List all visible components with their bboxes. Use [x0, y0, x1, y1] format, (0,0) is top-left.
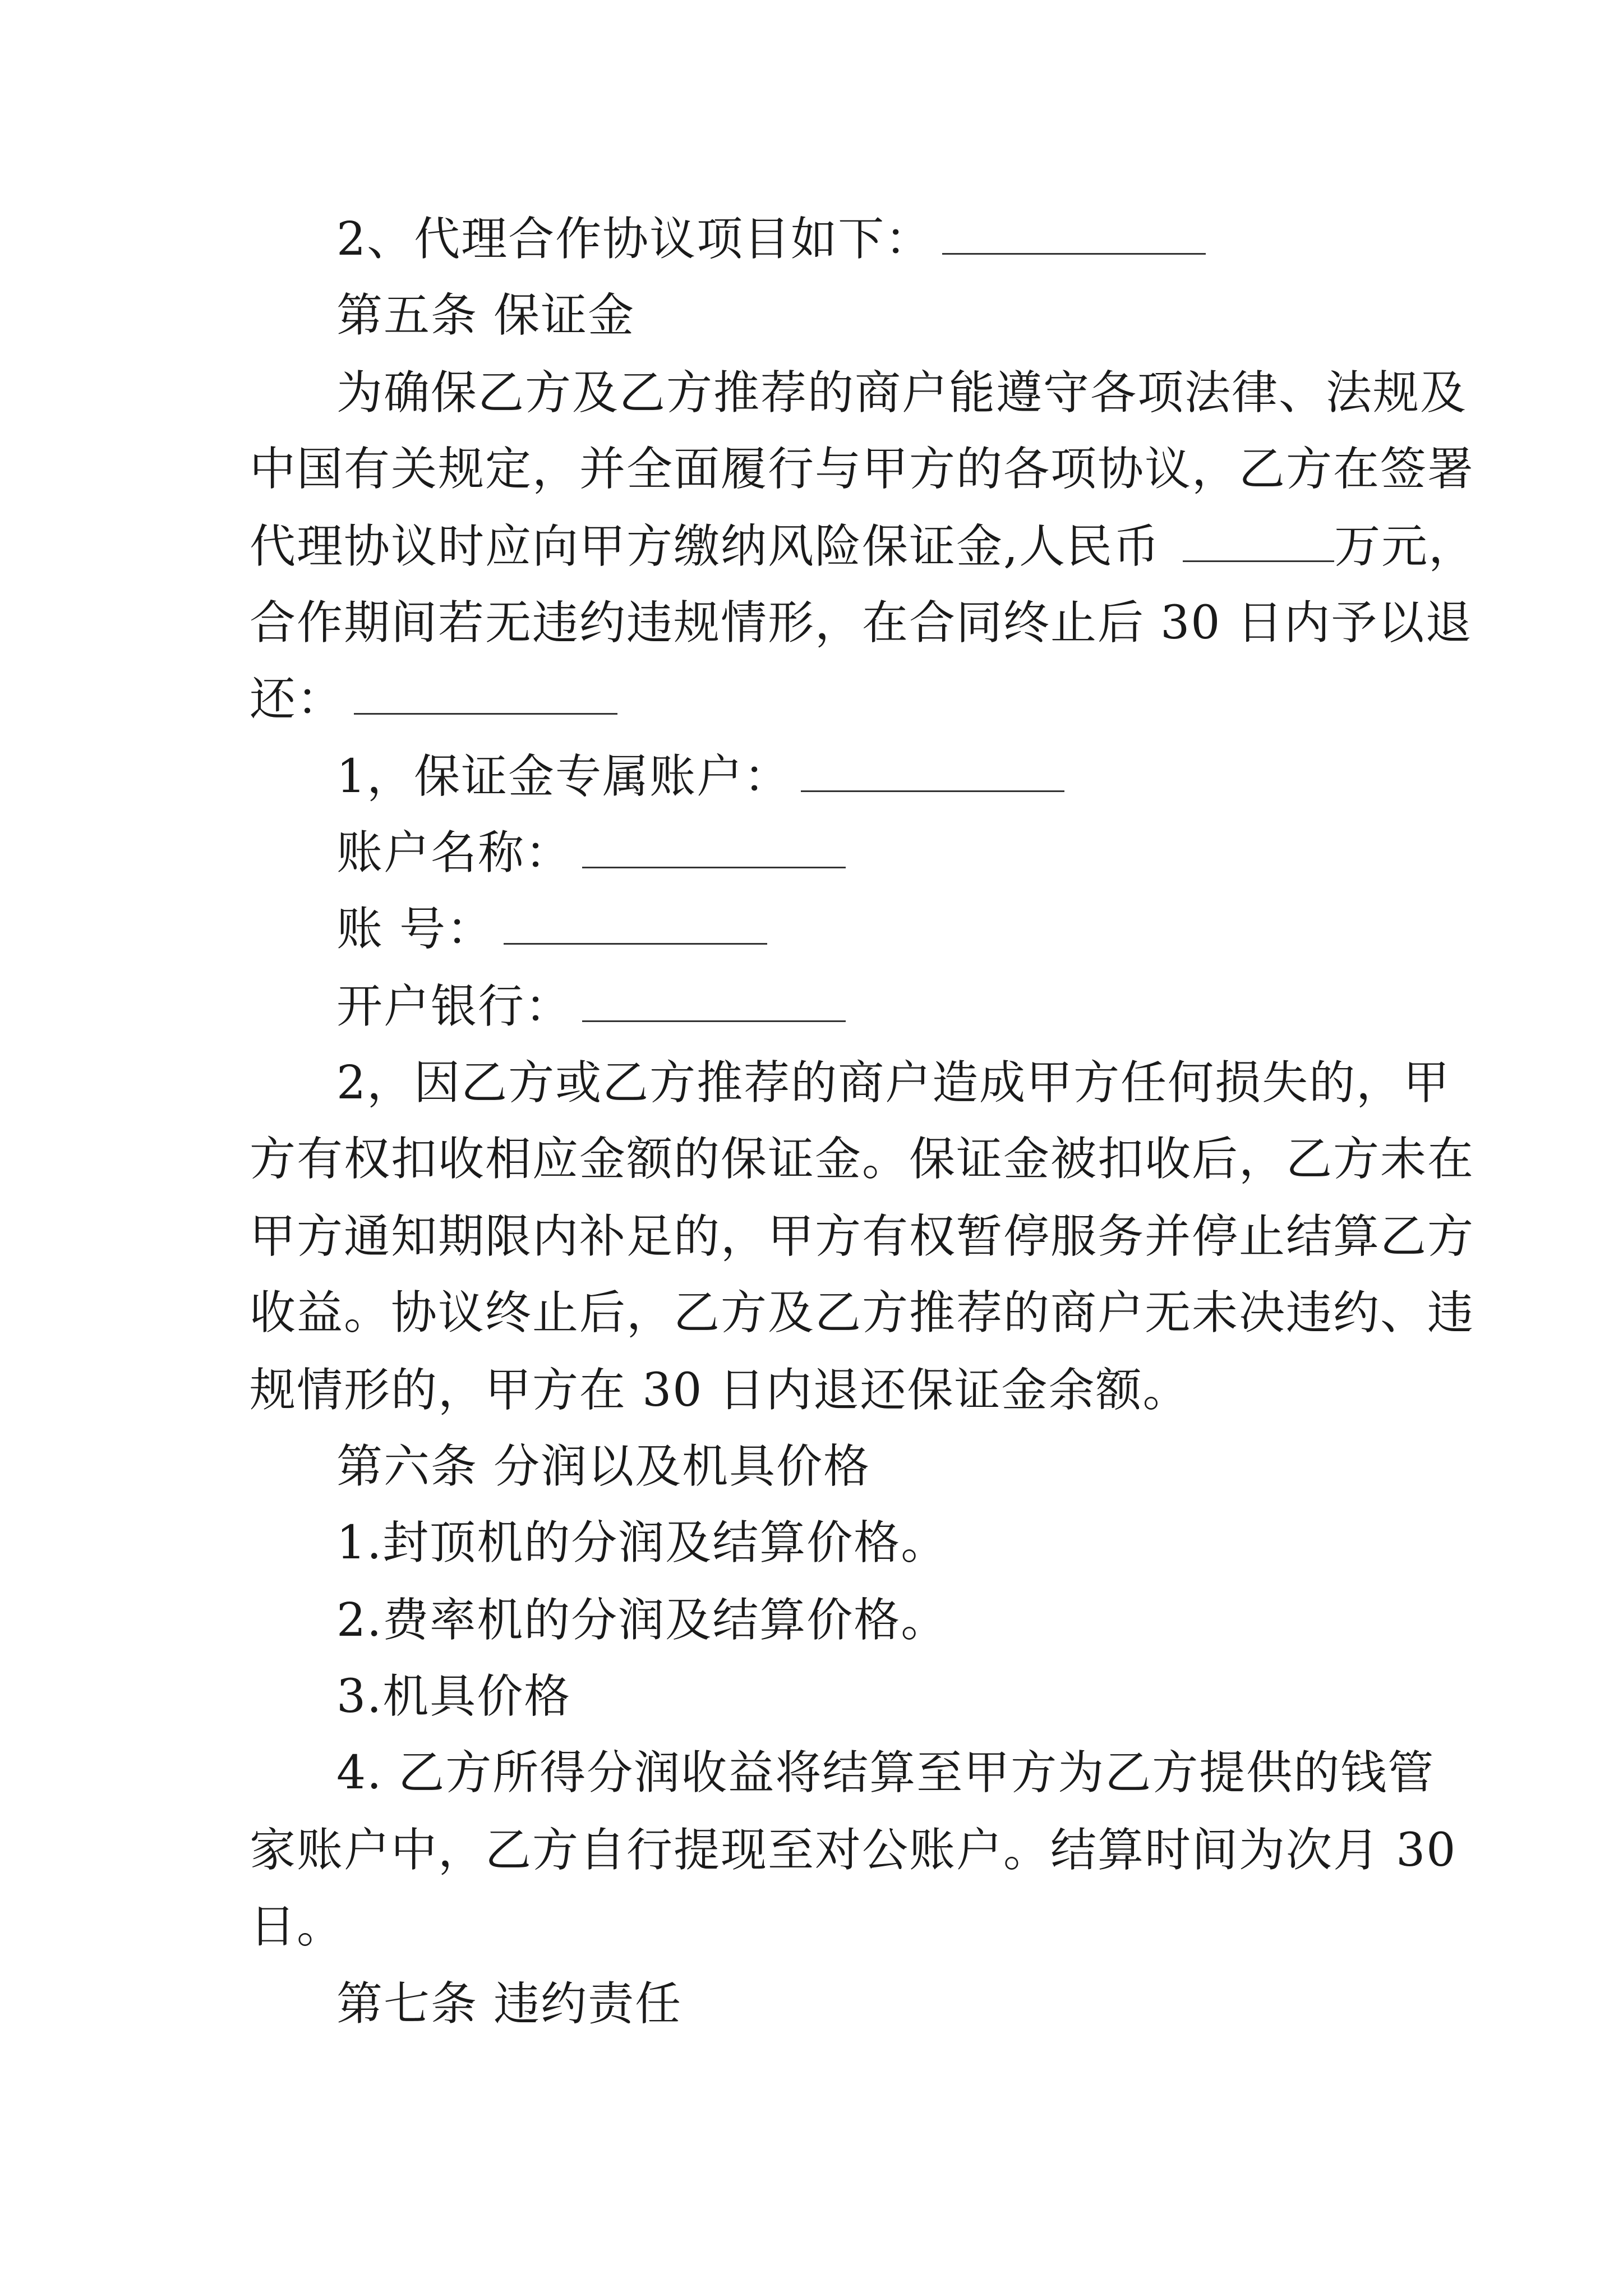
article6-item4-line2: 家账户中，乙方自行提现至对公账户。结算时间为次月 30: [250, 1824, 1457, 1877]
article7-title: 第七条 违约责任: [336, 1977, 683, 2031]
projects-blank[interactable]: [942, 217, 1206, 255]
deposit-amount-blank[interactable]: [1183, 524, 1334, 562]
account-name-blank[interactable]: [582, 831, 846, 868]
article5-para1-line1: 为确保乙方及乙方推荐的商户能遵守各项法律、法规及: [336, 366, 1468, 420]
deposit-account-line: [336, 746, 1064, 808]
refund-blank[interactable]: [354, 677, 617, 715]
item-2-projects-line: [336, 209, 1206, 270]
article6-item4-line1: 4. 乙方所得分润收益将结算至甲方为乙方提供的钱管: [336, 1746, 1435, 1800]
account-number-line: [336, 899, 767, 960]
article5-para2-line3: 甲方通知期限内补足的，甲方有权暂停服务并停止结算乙方: [250, 1210, 1475, 1263]
deposit-amount-prefix: 代理协议时应向甲方缴纳风险保证金,人民币: [250, 520, 1161, 573]
article5-para1-line2: 中国有关规定，并全面履行与甲方的各项协议，乙方在签署: [250, 443, 1475, 496]
item-2-projects-label: 2、代理合作协议项目如下：: [336, 213, 933, 266]
bank-blank[interactable]: [582, 984, 846, 1022]
account-name-line: [336, 822, 846, 884]
deposit-amount-suffix: 万元，: [1334, 520, 1476, 573]
article6-item-3: 3.机具价格: [336, 1670, 571, 1723]
account-number-blank[interactable]: [504, 907, 767, 945]
article6-item4-line3: 日。: [250, 1900, 344, 1953]
deposit-account-label: 1，保证金专属账户：: [336, 750, 791, 803]
article5-para2-line1: 2，因乙方或乙方推荐的商户造成甲方任何损失的，甲: [336, 1056, 1451, 1110]
article5-para1-line3: [250, 516, 1476, 578]
article5-para1-line4: 合作期间若无违约违规情形，在合同终止后 30 日内予以退: [250, 596, 1473, 650]
bank-label: 开户银行：: [336, 980, 573, 1033]
article5-title: 第五条 保证金: [336, 289, 635, 342]
account-name-label: 账户名称：: [336, 826, 573, 880]
article5-para2-line2: 方有权扣收相应金额的保证金。保证金被扣收后，乙方未在: [250, 1133, 1475, 1186]
refund-label: 还：: [250, 673, 344, 726]
bank-line: [336, 976, 846, 1038]
article6-item-1: 1.封顶机的分润及结算价格。: [336, 1516, 948, 1570]
article5-para2-line4: 收益。协议终止后，乙方及乙方推荐的商户无未决违约、违: [250, 1286, 1475, 1340]
article5-para1-line5: [250, 669, 617, 730]
article6-item-2: 2.费率机的分润及结算价格。: [336, 1594, 948, 1647]
deposit-account-blank[interactable]: [801, 754, 1064, 792]
account-number-label: 账 号：: [336, 903, 494, 956]
article5-para2-line5: 规情形的，甲方在 30 日内退还保证金余额。: [250, 1364, 1190, 1417]
article6-title: 第六条 分润以及机具价格: [336, 1440, 871, 1493]
